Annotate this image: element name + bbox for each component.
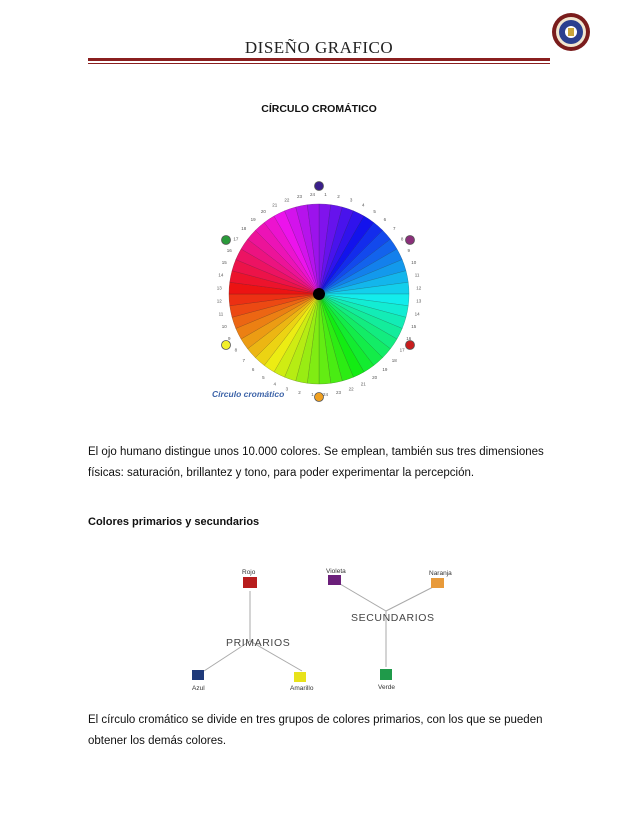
wheel-number: 23: [296, 193, 303, 199]
subheading-primary-secondary: Colores primarios y secundarios: [88, 516, 260, 528]
wheel-number: 10: [411, 259, 417, 265]
wheel-number: 15: [221, 259, 227, 265]
label-secundarios: SECUNDARIOS: [351, 612, 435, 624]
wheel-number: 5: [262, 375, 265, 381]
paragraph-wheel-groups: El círculo cromático se divide en tres grupos de colores primarios, con los que se pueden obtener los demás colores.: [88, 714, 543, 747]
wheel-number: 1: [324, 192, 327, 198]
wheel-number: 22: [348, 386, 354, 392]
label-primarios: PRIMARIOS: [226, 637, 291, 649]
wheel-caption: Círculo cromático: [212, 389, 285, 399]
wheel-number: 4: [361, 202, 365, 208]
wheel-number: 13: [416, 298, 422, 304]
section-title: CÍRCULO CROMÁTICO: [261, 103, 377, 115]
wheel-number: 19: [382, 367, 388, 373]
wheel-number: 18: [241, 226, 247, 232]
wheel-number: 5: [373, 208, 376, 214]
wheel-number: 4: [273, 381, 277, 387]
wheel-number: 17: [399, 347, 405, 353]
wheel-number: 20: [260, 208, 266, 214]
wheel-number: 8: [400, 236, 404, 242]
swatch-violeta: [328, 575, 341, 585]
header-rule: [88, 58, 550, 61]
wheel-number: 23: [335, 390, 342, 396]
swatch-naranja: [431, 578, 444, 588]
wheel-number: 1: [311, 391, 314, 397]
primary-secondary-diagram: [180, 563, 456, 693]
swatch-magenta: [406, 236, 415, 245]
wheel-number: 21: [272, 202, 278, 208]
wheel-number: 2: [298, 390, 301, 396]
label-azul: Azul: [192, 685, 205, 692]
label-violeta: Violeta: [326, 568, 346, 575]
swatch-yellow: [222, 341, 231, 350]
swatch-violet: [315, 182, 324, 191]
wheel-number: 9: [228, 336, 231, 342]
label-amarillo: Amarillo: [290, 685, 314, 692]
swatch-green: [222, 236, 231, 245]
swatch-red: [406, 341, 415, 350]
wheel-number: 19: [250, 216, 256, 222]
swatch-verde: [380, 669, 392, 680]
wheel-number: 11: [414, 272, 420, 278]
wheel-number: 12: [416, 285, 422, 291]
swatch-azul: [192, 670, 204, 680]
wheel-number: 15: [411, 324, 417, 330]
label-rojo: Rojo: [242, 569, 256, 576]
wheel-number: 11: [218, 311, 224, 317]
wheel-center: [313, 288, 325, 300]
wheel-number: 22: [284, 197, 290, 203]
wheel-number: 3: [349, 197, 353, 203]
wheel-number: 16: [226, 247, 232, 253]
university-seal-icon: [551, 12, 591, 52]
label-verde: Verde: [378, 684, 395, 691]
wheel-number: 7: [392, 226, 396, 232]
header-rule-thin: [88, 63, 550, 64]
color-wheel: [203, 178, 435, 410]
wheel-number: 24: [309, 192, 316, 198]
wheel-number: 14: [218, 272, 224, 278]
wheel-number: 8: [234, 347, 238, 353]
wheel-number: 13: [216, 285, 222, 291]
paragraph-intro: El ojo humano distingue unos 10.000 colores. Se emplean, también sus tres dimensiones físicas: saturación, brillantez y tono, para poder experimentar la percepción.: [88, 446, 544, 479]
wheel-number: 6: [383, 216, 387, 222]
wheel-number: 10: [221, 324, 227, 330]
label-naranja: Naranja: [429, 570, 452, 577]
swatch-amarillo: [294, 672, 306, 682]
wheel-number: 2: [337, 193, 340, 199]
wheel-number: 21: [360, 381, 366, 387]
wheel-number: 20: [372, 375, 378, 381]
wheel-number: 17: [233, 236, 239, 242]
document-header-title: DISEÑO GRAFICO: [244, 38, 394, 57]
wheel-number: 14: [414, 311, 420, 317]
wheel-number: 6: [251, 367, 255, 373]
wheel-number: 16: [406, 336, 412, 342]
wheel-number: 12: [216, 298, 222, 304]
wheel-number: 24: [322, 391, 329, 397]
wheel-number: 18: [391, 357, 397, 363]
swatch-rojo: [243, 577, 257, 588]
wheel-number: 9: [407, 247, 410, 253]
wheel-number: 7: [242, 357, 246, 363]
wheel-number: 3: [285, 386, 289, 392]
